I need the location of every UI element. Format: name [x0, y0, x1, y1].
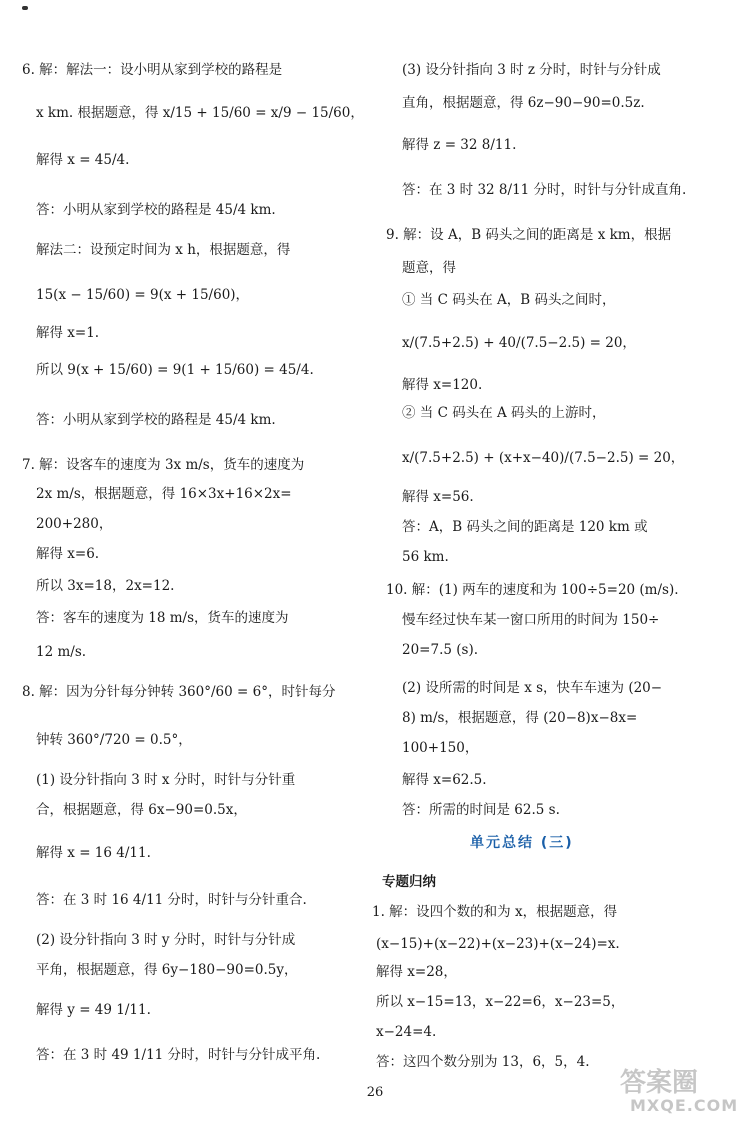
page-corner-mark — [22, 6, 28, 10]
left-line-14: 所以 3x=18，2x=12. — [36, 578, 175, 594]
right-line-21: 解得 x=62.5. — [402, 772, 487, 788]
left-line-26: 答：在 3 时 49 1/11 分时，时针与分针成平角. — [36, 1047, 321, 1063]
right-line-17: 20=7.5 (s). — [402, 642, 479, 658]
left-line-3: 解得 x = 45/4. — [36, 152, 130, 168]
summary-line-4: 所以 x−15=13，x−22=6，x−23=5， — [376, 994, 625, 1010]
watermark-logo: 答案圈 — [620, 1068, 699, 1098]
left-line-24: 平角，根据题意，得 6y−180−90=0.5y， — [36, 962, 298, 978]
left-line-21: 解得 x = 16 4/11. — [36, 845, 151, 861]
right-line-1: (3) 设分针指向 3 时 z 分时，时针与分针成 — [402, 62, 661, 78]
right-line-4: 答：在 3 时 32 8/11 分时，时针与分针成直角. — [402, 182, 687, 198]
summary-line-3: 解得 x=28， — [376, 964, 457, 980]
right-line-22: 答：所需的时间是 62.5 s. — [402, 802, 560, 818]
right-line-18: (2) 设所需的时间是 x s，快车车速为 (20− — [402, 680, 663, 696]
section-title: 单元总结 (三) — [470, 835, 574, 851]
left-line-11: 2x m/s，根据题意，得 16×3x+16×2x= — [36, 486, 292, 502]
right-line-12: 解得 x=56. — [402, 489, 474, 505]
left-line-16: 12 m/s. — [36, 644, 87, 660]
summary-line-6: 答：这四个数分别为 13，6，5，4. — [376, 1054, 590, 1070]
left-line-15: 答：客车的速度为 18 m/s，货车的速度为 — [36, 610, 289, 626]
left-line-12: 200+280， — [36, 516, 113, 532]
right-line-6: 题意，得 — [402, 260, 456, 276]
left-line-5: 解法二：设预定时间为 x h，根据题意，得 — [36, 242, 291, 258]
right-line-14: 56 km. — [402, 549, 449, 565]
right-line-7: ① 当 C 码头在 A，B 码头之间时， — [402, 292, 616, 308]
right-line-20: 100+150， — [402, 740, 479, 756]
left-line-18: 钟转 360°/720 = 0.5°， — [36, 732, 192, 748]
left-line-1: 6. 解：解法一：设小明从家到学校的路程是 — [22, 62, 283, 78]
right-line-9: 解得 x=120. — [402, 377, 483, 393]
left-line-6: 15(x − 15/60) = 9(x + 15/60)， — [36, 287, 250, 303]
left-line-13: 解得 x=6. — [36, 546, 100, 562]
right-line-13: 答：A，B 码头之间的距离是 120 km 或 — [402, 519, 648, 535]
right-line-3: 解得 z = 32 8/11. — [402, 137, 517, 153]
subsection-title: 专题归纳 — [382, 874, 436, 890]
left-line-22: 答：在 3 时 16 4/11 分时，时针与分针重合. — [36, 892, 307, 908]
summary-line-1: 1. 解：设四个数的和为 x，根据题意，得 — [372, 904, 618, 920]
right-line-2: 直角，根据题意，得 6z−90−90=0.5z. — [402, 95, 645, 111]
left-line-4: 答：小明从家到学校的路程是 45/4 km. — [36, 202, 276, 218]
left-line-2: x km. 根据题意，得 x/15 + 15/60 = x/9 − 15/60， — [36, 105, 364, 121]
left-line-7: 解得 x=1. — [36, 325, 100, 341]
watermark-url: MXQE.COM — [630, 1096, 739, 1115]
left-line-19: (1) 设分针指向 3 时 x 分时，时针与分针重 — [36, 772, 296, 788]
left-line-20: 合，根据题意，得 6x−90=0.5x， — [36, 802, 247, 818]
left-line-8: 所以 9(x + 15/60) = 9(1 + 15/60) = 45/4. — [36, 362, 314, 378]
left-line-23: (2) 设分针指向 3 时 y 分时，时针与分针成 — [36, 932, 296, 948]
right-line-19: 8) m/s，根据题意，得 (20−8)x−8x= — [402, 710, 638, 726]
right-line-16: 慢车经过快车某一窗口所用的时间为 150÷ — [402, 612, 660, 628]
right-line-10: ② 当 C 码头在 A 码头的上游时， — [402, 405, 606, 421]
page-number: 26 — [366, 1085, 384, 1100]
right-line-11: x/(7.5+2.5) + (x+x−40)/(7.5−2.5) = 20， — [402, 450, 685, 466]
left-line-9: 答：小明从家到学校的路程是 45/4 km. — [36, 412, 276, 428]
left-line-25: 解得 y = 49 1/11. — [36, 1002, 151, 1018]
summary-line-5: x−24=4. — [376, 1024, 437, 1040]
right-line-5: 9. 解：设 A，B 码头之间的距离是 x km，根据 — [386, 227, 672, 243]
right-line-15: 10. 解：(1) 两车的速度和为 100÷5=20 (m/s). — [386, 582, 679, 598]
summary-line-2: (x−15)+(x−22)+(x−23)+(x−24)=x. — [376, 936, 620, 952]
left-line-10: 7. 解：设客车的速度为 3x m/s，货车的速度为 — [22, 457, 305, 473]
left-line-17: 8. 解：因为分针每分钟转 360°/60 = 6°，时针每分 — [22, 684, 336, 700]
right-line-8: x/(7.5+2.5) + 40/(7.5−2.5) = 20， — [402, 335, 636, 351]
